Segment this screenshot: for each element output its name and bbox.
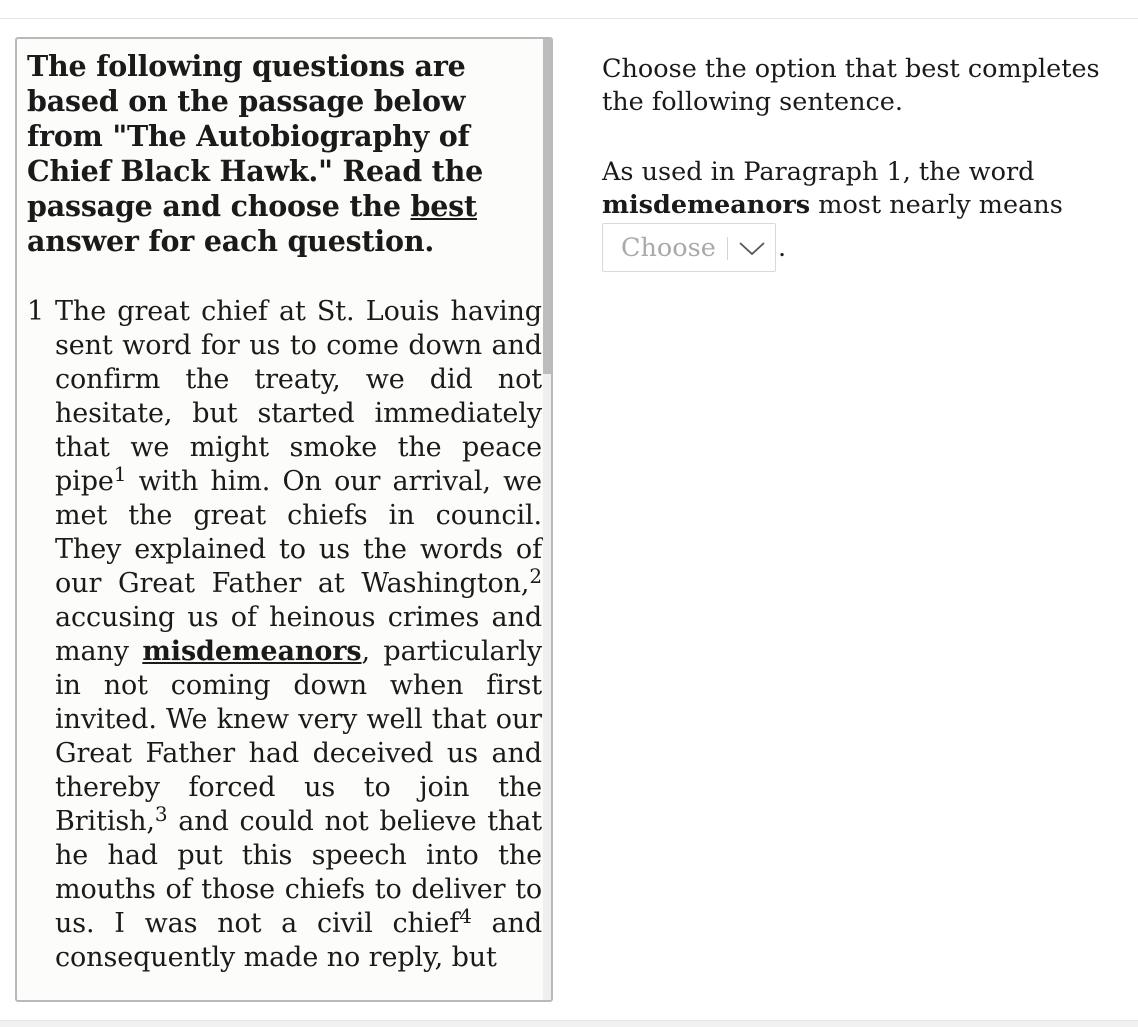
paragraph-segment: , particularly in not coming down when first invited. We knew very well that our Great Father had deceived us and thereby forced us to join the British,	[55, 636, 542, 837]
scrollbar-thumb[interactable]	[543, 39, 551, 374]
top-divider	[0, 18, 1138, 19]
passage-scrollbar[interactable]	[543, 39, 551, 1000]
footnote-4: 4	[459, 904, 472, 928]
question-instruction: Choose the option that best completes the following sentence.	[602, 54, 1100, 117]
question-panel	[602, 53, 1122, 272]
answer-dropdown[interactable]	[602, 223, 776, 272]
paragraph-segment: and could not believe that he had put this speech into the mouths of those chiefs to deliver to us. I was not a civil chief	[55, 806, 542, 939]
answer-row	[602, 223, 1122, 272]
paragraph-segment: with him. On our arrival, we met the great chiefs in council. They explained to us the words of our Great Father at Washington,	[55, 466, 542, 599]
sentence-period: .	[778, 232, 787, 263]
dropdown-divider	[727, 237, 728, 260]
passage-intro	[27, 49, 542, 259]
paragraph-number: 1	[27, 296, 45, 327]
footnote-1: 1	[113, 462, 127, 486]
footnote-3: 3	[154, 802, 168, 826]
paragraph-text	[55, 295, 542, 975]
paragraph-segment: and consequently made no reply, but	[55, 908, 542, 973]
footnote-2: 2	[529, 564, 542, 588]
highlighted-keyword: misdemeanors	[142, 636, 362, 667]
passage-content	[17, 39, 543, 1000]
intro-text: The following questions are based on the passage below from "The Autobiography of Chief Black Hawk." Read the passage and choose the	[27, 49, 484, 223]
intro-text-end: answer for each question.	[27, 224, 435, 258]
chevron-down-icon	[737, 238, 767, 258]
question-stem	[602, 156, 1122, 222]
stem-text-end: most nearly means	[810, 190, 1063, 220]
intro-emphasis: best	[410, 189, 477, 223]
dropdown-placeholder: Choose	[621, 232, 716, 263]
paragraph-1	[27, 295, 542, 975]
paragraph-segment: The great chief at St. Louis having sent word for us to come down and confirm the treaty, we did not hesitate, but started immediately that we might smoke the peace pipe	[55, 296, 542, 497]
stem-text: As used in Paragraph 1, the word	[602, 157, 1035, 187]
passage-panel[interactable]	[15, 37, 553, 1002]
stem-keyword: misdemeanors	[602, 190, 811, 220]
paragraph-segment: accusing us of heinous crimes and many	[55, 602, 542, 667]
